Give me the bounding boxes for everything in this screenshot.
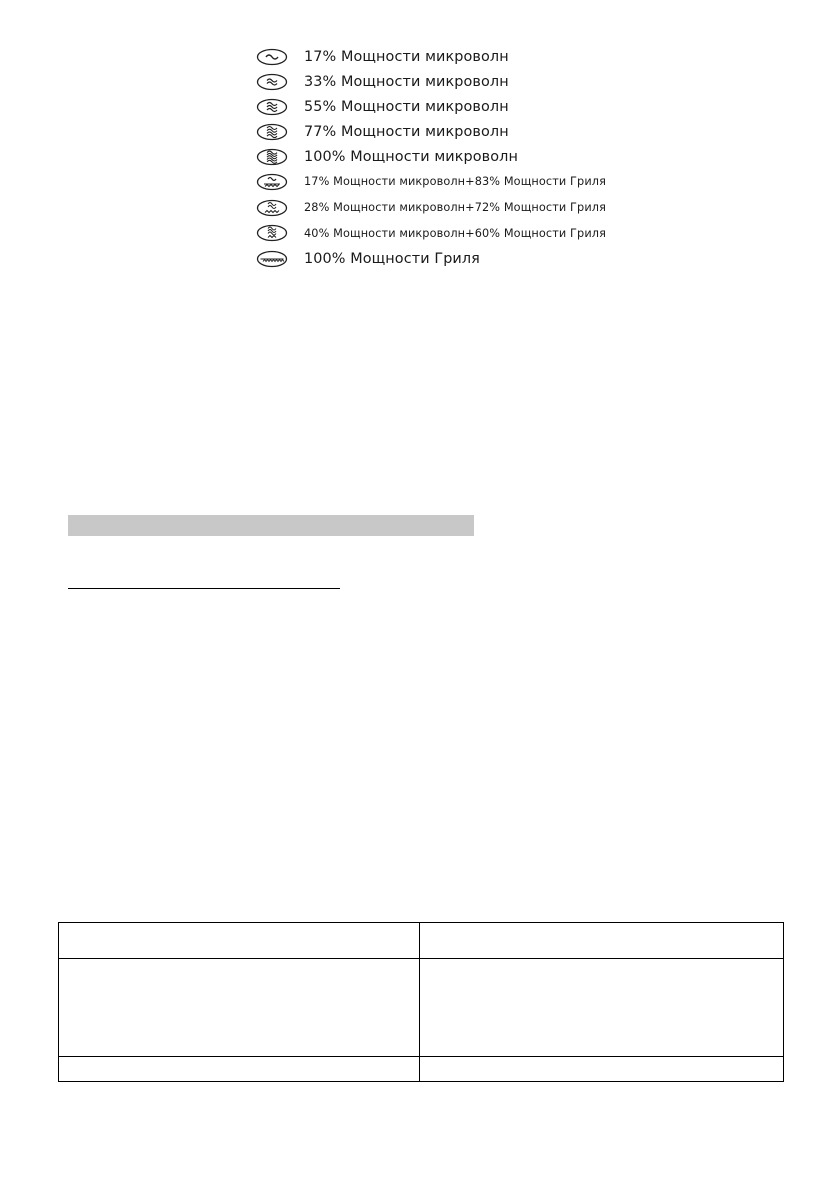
table-cell — [59, 1057, 420, 1082]
power-mode-label: 100% Мощности микроволн — [304, 148, 518, 165]
power-mode-label: 28% Мощности микроволн+72% Мощности Гриля — [304, 201, 606, 215]
wave-grill-combo-3-icon — [256, 224, 288, 242]
power-mode-row — [256, 119, 676, 144]
power-mode-label: 17% Мощности микроволн — [304, 48, 509, 65]
power-mode-row — [256, 246, 676, 271]
power-mode-row — [256, 195, 676, 221]
table-row — [59, 1057, 784, 1082]
table-row — [59, 923, 784, 959]
spec-table — [58, 922, 784, 1082]
four-wave-icon — [256, 123, 288, 141]
power-mode-row — [256, 220, 676, 246]
power-mode-row — [256, 144, 676, 169]
table-row — [59, 959, 784, 1057]
table-cell — [420, 1057, 784, 1082]
table-cell — [59, 923, 420, 959]
power-mode-label: 40% Мощности микроволн+60% Мощности Гриля — [304, 226, 606, 240]
table-cell — [420, 923, 784, 959]
power-mode-label: 100% Мощности Гриля — [304, 250, 480, 267]
power-mode-label: 17% Мощности микроволн+83% Мощности Гриля — [304, 175, 606, 189]
power-mode-label: 77% Мощности микроволн — [304, 123, 509, 140]
highlight-bar — [68, 515, 474, 536]
grill-icon — [256, 250, 288, 268]
underline-rule — [68, 588, 340, 589]
two-wave-icon — [256, 73, 288, 91]
five-wave-icon — [256, 148, 288, 166]
three-wave-icon — [256, 98, 288, 116]
wave-grill-combo-2-icon — [256, 199, 288, 217]
power-mode-legend — [256, 44, 676, 271]
power-mode-row — [256, 69, 676, 94]
power-mode-row — [256, 169, 676, 195]
table-cell — [420, 959, 784, 1057]
wave-grill-combo-1-icon — [256, 173, 288, 191]
table-cell — [59, 959, 420, 1057]
power-mode-label: 33% Мощности микроволн — [304, 73, 509, 90]
power-mode-row — [256, 44, 676, 69]
power-mode-label: 55% Мощности микроволн — [304, 98, 509, 115]
power-mode-row — [256, 94, 676, 119]
one-wave-icon — [256, 48, 288, 66]
